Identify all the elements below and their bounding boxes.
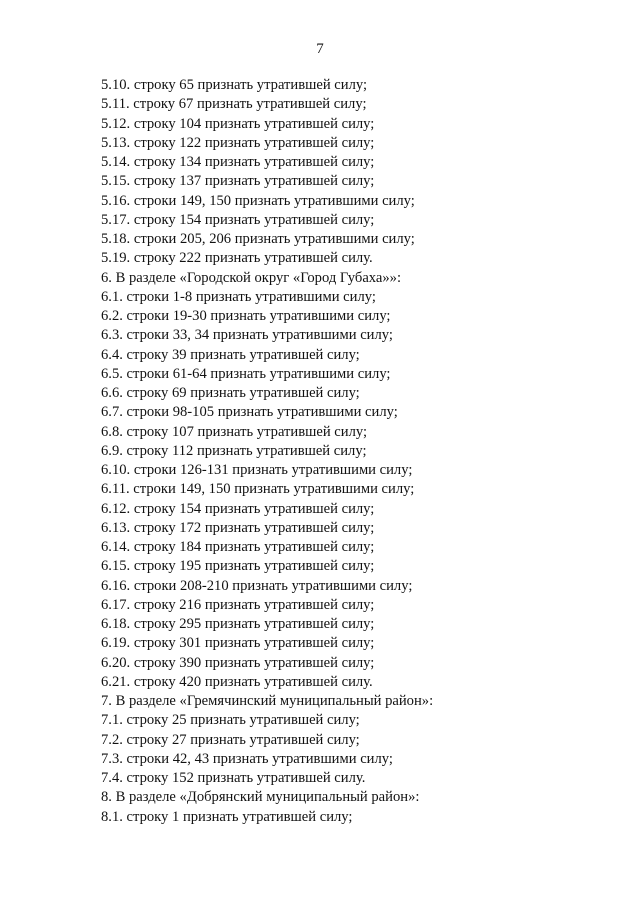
document-line: 6.6. строку 69 признать утратившей силу;	[101, 385, 360, 401]
page-number: 7	[316, 41, 324, 57]
document-line: 6.12. строку 154 признать утратившей силу;	[101, 500, 375, 517]
document-line: 7.3. строки 42, 43 признать утратившими силу;	[101, 750, 393, 767]
document-line: 6.7. строки 98-105 признать утратившими силу;	[101, 404, 398, 421]
document-line: 7.2. строку 27 признать утратившей силу;	[101, 731, 360, 748]
document-line: 6.8. строку 107 признать утратившей силу;	[101, 423, 368, 440]
document-line: 6.18. строку 295 признать утратившей силу;	[101, 616, 375, 632]
document-line: 6.2. строки 19-30 признать утратившими силу;	[101, 308, 391, 324]
document-line: 6.5. строки 61-64 признать утратившими силу;	[101, 365, 391, 382]
document-body	[101, 76, 601, 827]
document-line: 6.3. строки 33, 34 признать утратившими силу;	[101, 327, 393, 344]
document-line: 8.1. строку 1 признать утратившей силу;	[101, 808, 353, 825]
document-line: 6.9. строку 112 признать утратившей силу;	[101, 442, 367, 459]
document-line: 5.17. строку 154 признать утратившей силу;	[101, 211, 375, 228]
document-line: 6.13. строку 172 признать утратившей силу;	[101, 519, 375, 536]
document-line: 6.21. строку 420 признать утратившей силу.	[101, 673, 373, 690]
document-line: 8. В разделе «Добрянский муниципальный район»:	[101, 789, 420, 806]
document-line: 7.1. строку 25 признать утратившей силу;	[101, 712, 360, 729]
document-line: 6.19. строку 301 признать утратившей силу;	[101, 635, 375, 652]
document-line: 5.13. строку 122 признать утратившей силу;	[101, 134, 375, 151]
document-line: 5.10. строку 65 признать утратившей силу;	[101, 77, 368, 93]
document-line: 5.18. строки 205, 206 признать утратившими силу;	[101, 231, 415, 247]
document-line: 6.4. строку 39 признать утратившей силу;	[101, 346, 360, 363]
document-line: 6.20. строку 390 признать утратившей силу;	[101, 654, 375, 671]
document-line: 5.19. строку 222 признать утратившей силу.	[101, 250, 373, 267]
document-line: 5.16. строки 149, 150 признать утратившими силу;	[101, 192, 415, 209]
document-line: 5.12. строку 104 признать утратившей силу;	[101, 115, 375, 132]
document-line: 6. В разделе «Городской округ «Город Губаха»»:	[101, 269, 402, 286]
document-line: 6.15. строку 195 признать утратившей силу;	[101, 558, 375, 575]
document-line: 7.4. строку 152 признать утратившей силу.	[101, 770, 366, 786]
document-line: 5.11. строку 67 признать утратившей силу;	[101, 96, 367, 113]
document-line: 6.17. строку 216 признать утратившей силу;	[101, 596, 375, 613]
document-line: 7. В разделе «Гремячинский муниципальный район»:	[101, 693, 434, 709]
document-line: 5.15. строку 137 признать утратившей силу;	[101, 173, 375, 190]
document-line: 6.11. строки 149, 150 признать утратившими силу;	[101, 481, 415, 498]
document-line: 5.14. строку 134 признать утратившей силу;	[101, 154, 375, 170]
document-line: 6.10. строки 126-131 признать утратившими силу;	[101, 462, 413, 478]
document-line: 6.14. строку 184 признать утратившей силу;	[101, 539, 375, 555]
document-line: 6.1. строки 1-8 признать утратившими силу;	[101, 288, 376, 305]
document-line: 6.16. строки 208-210 признать утратившими силу;	[101, 577, 413, 594]
